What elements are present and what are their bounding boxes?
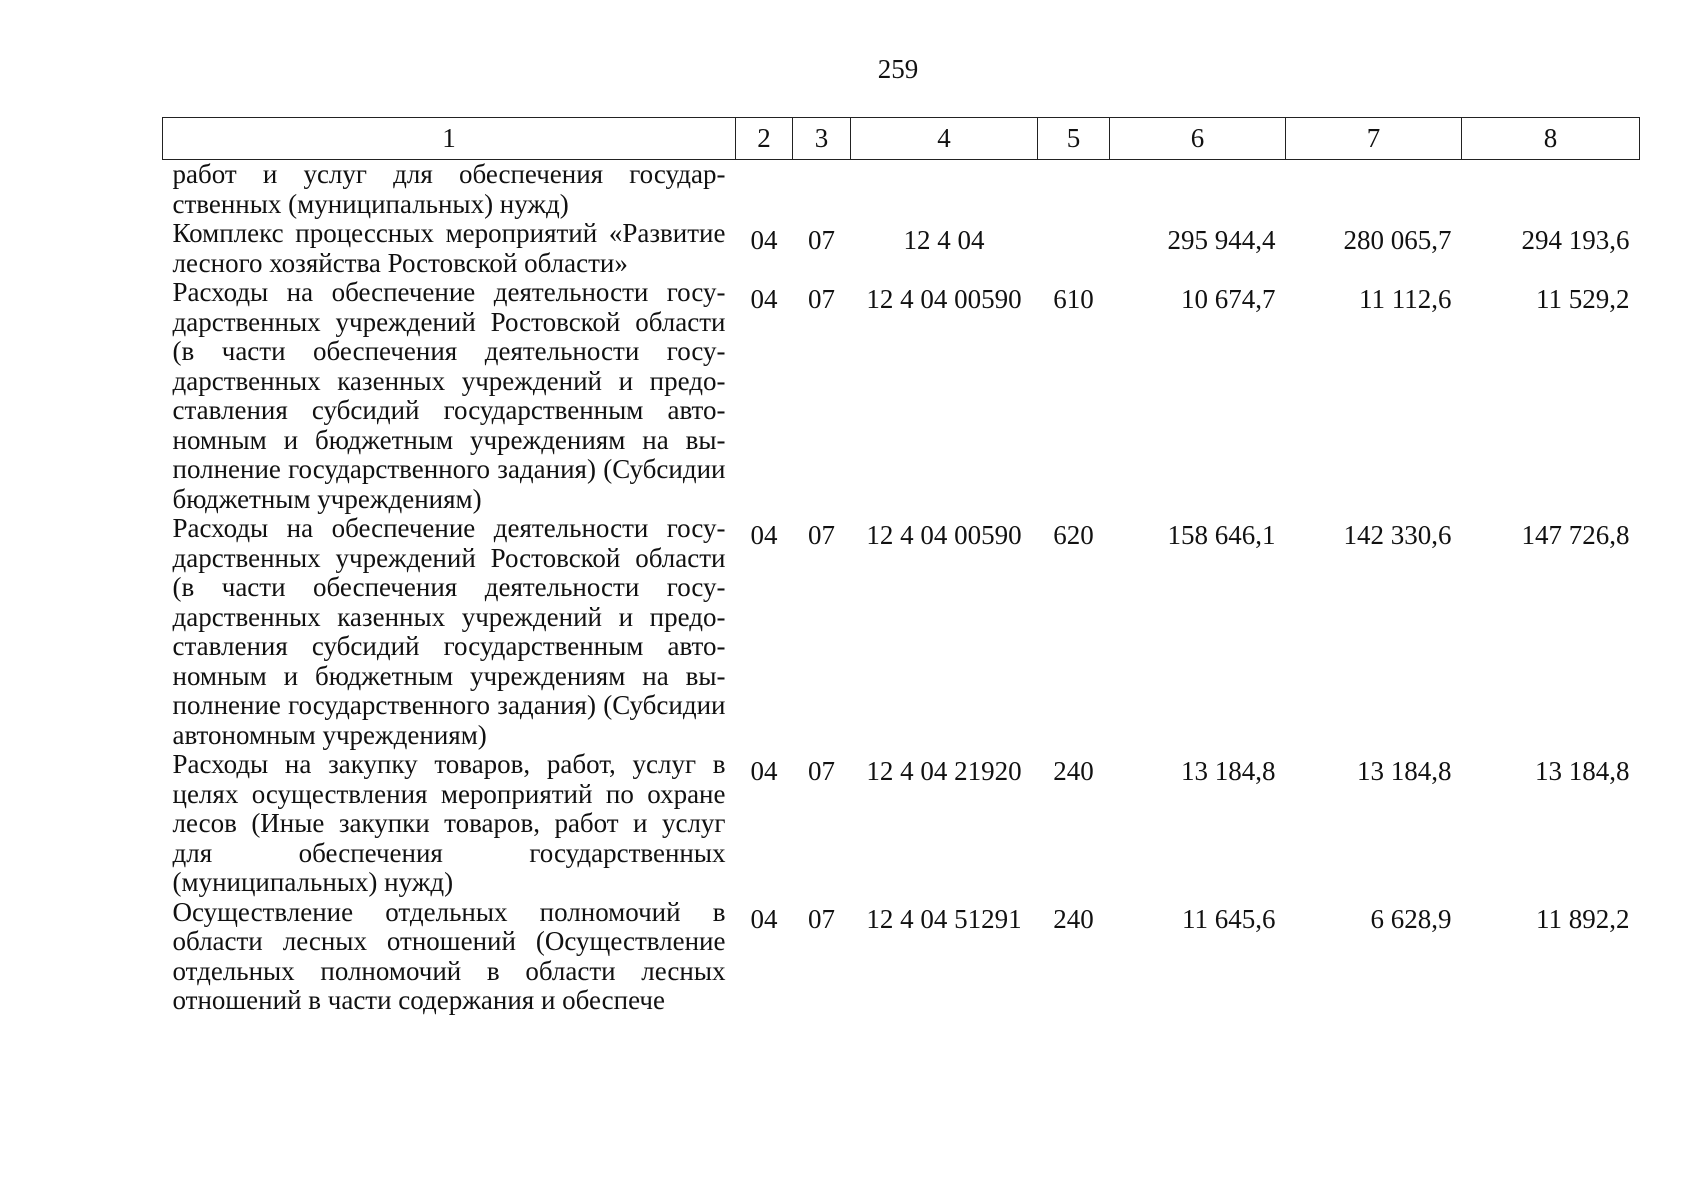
row-section: 04: [750, 284, 778, 314]
row-description: Расходы на обеспечение деятельности государственных учреждений Ростовской области (в части обеспечения деятельности государственных казенных учреждений и предоставления субсидий государственным автономным и бюджетным учреждениям на выполнение государственного задания) (Субсидии автономным учреждениям): [172, 513, 726, 750]
page-number: 259: [877, 54, 919, 84]
header-col-8: 8: [1462, 118, 1640, 160]
header-col-7: 7: [1286, 118, 1462, 160]
row-subsection: 07: [808, 903, 835, 934]
header-col-3: 3: [793, 118, 851, 160]
row-amount-col8: 13 184,8: [1535, 756, 1630, 786]
row-amount-col8: 147 726,8: [1521, 520, 1630, 550]
row-amount-col6: 10 674,7: [1181, 284, 1276, 314]
row-target-article: 12 4 04 00590: [866, 284, 1022, 314]
row-amount-col7: 11 112,6: [1359, 284, 1452, 314]
row-amount-col8: 294 193,6: [1521, 225, 1630, 255]
row-amount-col7: [1286, 160, 1462, 220]
header-col-4: 4: [851, 118, 1038, 160]
row-expense-type: [1038, 219, 1110, 278]
table-row: [163, 219, 1640, 278]
row-target-article: 12 4 04 00590: [866, 520, 1022, 550]
row-target-article: 12 4 04 21920: [866, 756, 1022, 786]
row-amount-col7: 6 628,9: [1370, 903, 1452, 934]
row-subsection: 07: [808, 225, 835, 255]
table-row: [163, 278, 1640, 514]
header-col-6: 6: [1110, 118, 1286, 160]
row-expense-type: 240: [1053, 903, 1094, 934]
table-row: [163, 750, 1640, 898]
row-description: Комплекс процессных мероприятий «Развитие лесного хозяйства Ростовской области»: [172, 218, 726, 278]
row-description: Осуществление отдельных полномочий в области лесных отношений (Осуществление отдельных полномочий в области лесных отношений в части содержания и обеспече: [172, 896, 726, 1015]
row-amount-col6: 11 645,6: [1182, 903, 1276, 934]
row-amount-col8: 11 892,2: [1536, 903, 1630, 934]
row-amount-col6: 13 184,8: [1181, 756, 1276, 786]
row-expense-type: 240: [1053, 756, 1094, 786]
row-expense-type: [1038, 160, 1110, 220]
table-row: [163, 898, 1640, 1016]
row-target-article: 12 4 04: [903, 225, 985, 255]
budget-table: [162, 117, 1640, 1016]
header-col-5: 5: [1038, 118, 1110, 160]
row-section: 04: [750, 225, 778, 255]
header-col-1: 1: [163, 118, 736, 160]
table-row: [163, 514, 1640, 750]
row-section: [736, 160, 793, 220]
row-section: 04: [750, 903, 778, 934]
row-amount-col6: 158 646,1: [1167, 520, 1276, 550]
row-section: 04: [750, 756, 778, 786]
row-target-article: 12 4 04 51291: [866, 903, 1022, 934]
row-amount-col7: 13 184,8: [1357, 756, 1452, 786]
row-description: Расходы на обеспечение деятельности государственных учреждений Ростовской области (в части обеспечения деятельности государственных казенных учреждений и предоставления субсидий государственным автономным и бюджетным учреждениям на выполнение государственного задания) (Субсидии бюджетным учреждениям): [172, 277, 726, 514]
row-amount-col8: [1462, 160, 1640, 220]
row-amount-col6: 295 944,4: [1167, 225, 1276, 255]
row-expense-type: 610: [1053, 284, 1094, 314]
row-subsection: [793, 160, 851, 220]
row-description: Расходы на закупку товаров, работ, услуг в целях осуществления мероприятий по охране лесов (Иные закупки товаров, работ и услуг для обеспечения государственных (муниципальных) нужд): [172, 749, 726, 897]
row-target-article: [851, 160, 1038, 220]
table-header-row: [163, 118, 1640, 160]
row-amount-col7: 142 330,6: [1343, 520, 1452, 550]
row-subsection: 07: [808, 284, 835, 314]
row-section: 04: [750, 520, 778, 550]
row-subsection: 07: [808, 756, 835, 786]
row-description: работ и услуг для обеспечения государственных (муниципальных) нужд): [172, 159, 726, 219]
table-row: [163, 160, 1640, 220]
row-amount-col8: 11 529,2: [1536, 284, 1630, 314]
row-amount-col6: [1110, 160, 1286, 220]
header-col-2: 2: [736, 118, 793, 160]
row-expense-type: 620: [1053, 520, 1094, 550]
row-amount-col7: 280 065,7: [1343, 225, 1452, 255]
row-subsection: 07: [808, 520, 835, 550]
